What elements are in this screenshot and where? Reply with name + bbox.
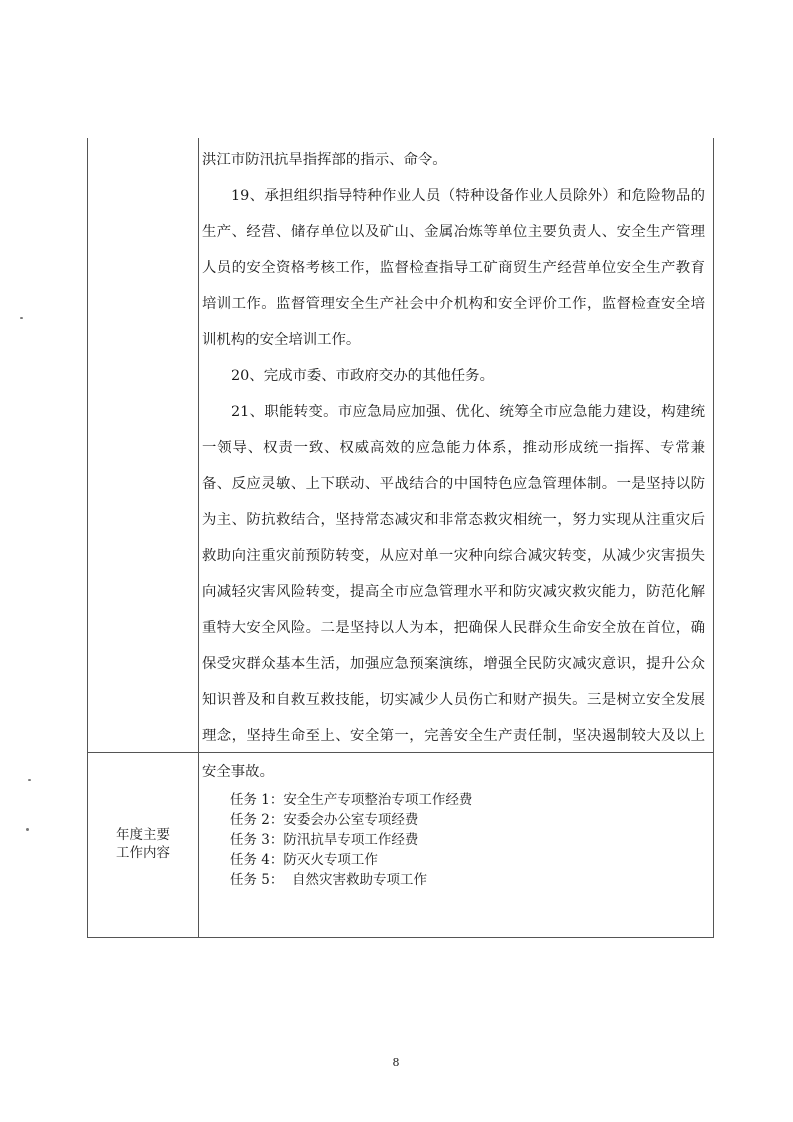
duty-continuation: 洪江市防汛抗旱指挥部的指示、命令。	[202, 152, 447, 168]
duties-text	[202, 142, 705, 790]
task-item-2: 任务 2：安委会办公室专项经费	[230, 812, 419, 828]
task-item-1: 任务 1：安全生产专项整治专项工作经费	[230, 792, 473, 808]
annual-work-label-line1: 年度主要	[116, 827, 170, 843]
table-bottom-border	[87, 937, 714, 938]
page-number: 8	[392, 1056, 400, 1069]
scan-speck	[28, 779, 31, 781]
duty-item-21: 21、职能转变。市应急局应加强、优化、统筹全市应急能力建设，构建统一领导、权责一致、权威高效的应急能力体系，推动形成统一指挥、专常兼备、反应灵敏、上下联动、平战结合的中国特色应急管理体制。一是坚持以防为主、防抗救结合，坚持常态减灾和非常态救灾相统一，努力实现从注重灾后救助向注重灾前预防转变，从应对单一灾种向综合减灾转变，从减少灾害损失向减轻灾害风险转变，提高全市应急管理水平和防灾减灾救灾能力，防范化解重特大安全风险。二是坚持以人为本，把确保人民群众生命安全放在首位，确保受灾群众基本生活，加强应急预案演练，增强全民防灾减灾意识，提升公众知识普及和自救互救技能，切实减少人员伤亡和财产损失。三是树立安全发展理念，坚持生命至上、安全第一，完善安全生产责任制，坚决遏制较大及以上安全事故。	[202, 404, 705, 780]
annual-work-label	[88, 826, 198, 862]
annual-work-label-line2: 工作内容	[116, 845, 170, 861]
table-left-border	[87, 138, 88, 938]
table-column-divider	[198, 138, 199, 938]
table-right-border	[713, 138, 714, 938]
scan-speck	[20, 317, 23, 319]
task-item-5: 任务 5： 自然灾害救助专项工作	[230, 872, 427, 888]
task-list	[230, 790, 472, 890]
duty-item-20: 20、完成市委、市政府交办的其他任务。	[231, 368, 494, 384]
scan-speck	[26, 828, 29, 831]
task-item-3: 任务 3：防汛抗旱专项工作经费	[230, 832, 419, 848]
duty-item-19: 19、承担组织指导特种作业人员（特种设备作业人员除外）和危险物品的生产、经营、储存单位以及矿山、金属冶炼等单位主要负责人、安全生产管理人员的安全资格考核工作，监督检查指导工矿商贸生产经营单位安全生产教育培训工作。监督管理安全生产社会中介机构和安全评价工作，监督检查安全培训机构的安全培训工作。	[202, 188, 705, 348]
task-item-4: 任务 4：防灭火专项工作	[230, 852, 378, 868]
